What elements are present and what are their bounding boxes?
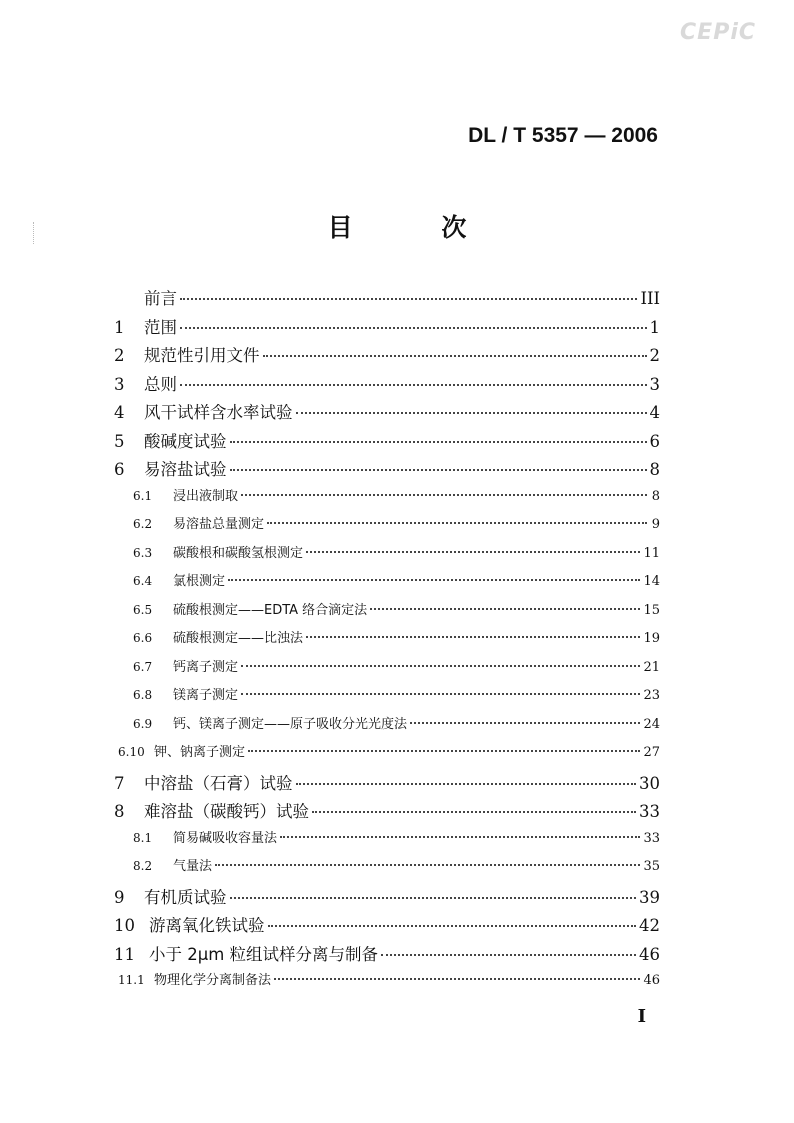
toc-entry-page: III bbox=[640, 289, 660, 308]
toc-entry-number: 8 bbox=[114, 802, 125, 821]
toc-entry-number: 9 bbox=[114, 887, 125, 907]
toc-entry-label: 钙离子测定 bbox=[173, 659, 239, 675]
toc-entry[interactable] bbox=[114, 285, 660, 314]
toc-entry-page: 24 bbox=[643, 716, 660, 732]
toc-leader-dots bbox=[241, 665, 640, 667]
toc-entry-label: 简易碱吸收容量法 bbox=[173, 830, 278, 846]
toc-entry-label: 小于 2μm 粒组试样分离与制备 bbox=[149, 944, 379, 964]
toc-entry-label: 硫酸根测定——EDTA 络合滴定法 bbox=[173, 602, 368, 618]
toc-entry-number: 1 bbox=[114, 317, 125, 337]
standard-code: DL / T 5357 — 2006 bbox=[468, 124, 658, 147]
toc-entry-label: 易溶盐总量测定 bbox=[173, 517, 265, 532]
toc-entry-label: 中溶盐（石膏）试验 bbox=[144, 773, 293, 793]
toc-entry-number: 8.1 bbox=[133, 830, 153, 845]
toc-entry-page: 2 bbox=[649, 346, 660, 365]
toc-leader-dots bbox=[263, 355, 647, 357]
toc-leader-dots bbox=[241, 494, 647, 496]
toc-entry-page: 30 bbox=[639, 773, 660, 793]
toc-leader-dots bbox=[274, 978, 640, 980]
toc-entry[interactable] bbox=[114, 513, 660, 542]
toc-entry-page: 19 bbox=[643, 631, 660, 646]
toc-entry[interactable] bbox=[114, 741, 660, 770]
toc-leader-dots bbox=[296, 412, 647, 414]
toc-entry-label: 氯根测定 bbox=[173, 574, 226, 589]
toc-entry-number: 6.10 bbox=[118, 745, 145, 759]
toc-entry-page: 8 bbox=[649, 460, 660, 479]
toc-entry-page: 3 bbox=[649, 374, 660, 394]
toc-entry-label: 钙、镁离子测定——原子吸收分光光度法 bbox=[173, 716, 408, 732]
toc-entry[interactable] bbox=[114, 399, 660, 428]
toc-entry-page: 8 bbox=[651, 488, 660, 504]
page-number: I bbox=[637, 1006, 646, 1027]
toc-entry[interactable] bbox=[114, 770, 660, 799]
toc-leader-dots bbox=[230, 469, 647, 471]
toc-entry-number: 11 bbox=[114, 944, 135, 964]
toc-entry[interactable] bbox=[114, 656, 660, 685]
toc-entry-page: 1 bbox=[649, 317, 660, 337]
toc-leader-dots bbox=[280, 836, 640, 838]
toc-entry-page: 33 bbox=[639, 802, 660, 821]
toc-entry-number: 2 bbox=[114, 346, 125, 365]
toc-entry-label: 易溶盐试验 bbox=[144, 460, 227, 479]
toc-leader-dots bbox=[248, 750, 640, 752]
toc-entry-page: 33 bbox=[643, 830, 660, 846]
toc-leader-dots bbox=[241, 693, 640, 695]
toc-entry-page: 21 bbox=[643, 659, 660, 675]
toc-leader-dots bbox=[180, 384, 647, 386]
toc-leader-dots bbox=[228, 579, 640, 581]
toc-entry[interactable] bbox=[114, 827, 660, 856]
toc-entry-number: 3 bbox=[114, 374, 125, 394]
toc-entry[interactable] bbox=[114, 884, 660, 913]
toc-entry-label: 难溶盐（碳酸钙）试验 bbox=[144, 802, 309, 821]
toc-entry-label: 前言 bbox=[144, 289, 177, 308]
toc-entry[interactable] bbox=[114, 542, 660, 571]
toc-entry-number: 6.5 bbox=[133, 602, 153, 617]
toc-entry-number: 6.9 bbox=[133, 716, 153, 731]
toc-entry-label: 总则 bbox=[144, 374, 177, 394]
toc-entry[interactable] bbox=[114, 599, 660, 628]
toc-entry[interactable] bbox=[114, 713, 660, 742]
toc-entry-number: 6.4 bbox=[133, 574, 153, 588]
toc-leader-dots bbox=[296, 783, 637, 785]
toc-entry-page: 15 bbox=[643, 602, 660, 618]
toc-entry[interactable] bbox=[114, 855, 660, 884]
toc-entry-label: 浸出液制取 bbox=[173, 488, 239, 504]
toc-leader-dots bbox=[410, 722, 640, 724]
toc-entry-page: 9 bbox=[651, 517, 660, 532]
page-title: 目 次 bbox=[327, 213, 507, 242]
toc-entry-page: 46 bbox=[643, 973, 660, 988]
toc-entry-number: 6.1 bbox=[133, 488, 153, 503]
toc-entry[interactable] bbox=[114, 912, 660, 941]
toc-entry[interactable] bbox=[114, 627, 660, 656]
toc-entry-number: 5 bbox=[114, 431, 125, 451]
toc-entry-page: 39 bbox=[639, 887, 660, 907]
toc-entry-label: 游离氧化铁试验 bbox=[149, 916, 265, 935]
toc-entry-page: 6 bbox=[649, 431, 660, 451]
toc-entry-number: 6.3 bbox=[133, 545, 153, 560]
toc-entry-number: 6.8 bbox=[133, 688, 153, 702]
toc-entry[interactable] bbox=[114, 428, 660, 457]
toc-entry-label: 规范性引用文件 bbox=[144, 346, 260, 365]
toc-leader-dots bbox=[180, 298, 637, 300]
toc-entry-page: 35 bbox=[643, 859, 660, 874]
toc-entry-label: 有机质试验 bbox=[144, 887, 227, 907]
toc-leader-dots bbox=[268, 925, 637, 927]
toc-leader-dots bbox=[267, 522, 647, 524]
toc-entry[interactable] bbox=[114, 456, 660, 485]
toc-entry-label: 硫酸根测定——比浊法 bbox=[173, 631, 304, 646]
toc-entry-page: 14 bbox=[643, 574, 660, 589]
toc-entry-page: 42 bbox=[639, 916, 660, 935]
toc-entry-label: 范围 bbox=[144, 317, 177, 337]
toc-entry[interactable] bbox=[114, 969, 660, 998]
toc-leader-dots bbox=[370, 608, 640, 610]
toc-entry-label: 碳酸根和碳酸氢根测定 bbox=[173, 545, 304, 561]
toc-entry-number: 11.1 bbox=[118, 973, 145, 987]
toc-leader-dots bbox=[381, 954, 636, 956]
toc-entry[interactable] bbox=[114, 485, 660, 514]
toc-entry-number: 6.7 bbox=[133, 659, 153, 674]
toc-entry-number: 7 bbox=[114, 773, 125, 793]
toc-entry-number: 10 bbox=[114, 916, 135, 935]
toc-entry-page: 11 bbox=[643, 545, 660, 561]
toc-leader-dots bbox=[215, 864, 640, 866]
toc-entry-label: 镁离子测定 bbox=[173, 688, 239, 703]
table-of-contents bbox=[114, 285, 660, 998]
toc-entry-page: 27 bbox=[643, 745, 660, 760]
toc-entry-page: 4 bbox=[649, 403, 660, 422]
toc-entry-page: 23 bbox=[643, 688, 660, 703]
toc-entry-number: 8.2 bbox=[133, 859, 153, 873]
toc-entry-label: 物理化学分离制备法 bbox=[154, 973, 272, 988]
toc-leader-dots bbox=[312, 811, 636, 813]
toc-entry-label: 酸碱度试验 bbox=[144, 431, 227, 451]
toc-leader-dots bbox=[306, 551, 640, 553]
toc-entry-label: 气量法 bbox=[173, 859, 213, 874]
toc-entry[interactable] bbox=[114, 798, 660, 827]
toc-entry-number: 6.6 bbox=[133, 631, 153, 645]
toc-leader-dots bbox=[306, 636, 640, 638]
toc-entry[interactable] bbox=[114, 371, 660, 400]
toc-entry-number: 6 bbox=[114, 460, 125, 479]
toc-entry[interactable] bbox=[114, 941, 660, 970]
watermark-logo: CEPiC bbox=[680, 20, 756, 45]
toc-entry[interactable] bbox=[114, 684, 660, 713]
toc-leader-dots bbox=[180, 327, 647, 329]
toc-entry[interactable] bbox=[114, 570, 660, 599]
toc-entry-label: 风干试样含水率试验 bbox=[144, 403, 293, 422]
toc-entry[interactable] bbox=[114, 342, 660, 371]
toc-entry-number: 6.2 bbox=[133, 517, 153, 531]
toc-leader-dots bbox=[230, 897, 637, 899]
toc-entry-number: 4 bbox=[114, 403, 125, 422]
toc-entry-label: 钾、钠离子测定 bbox=[154, 745, 246, 760]
toc-leader-dots bbox=[230, 441, 647, 443]
toc-entry-page: 46 bbox=[639, 944, 660, 964]
toc-entry[interactable] bbox=[114, 314, 660, 343]
